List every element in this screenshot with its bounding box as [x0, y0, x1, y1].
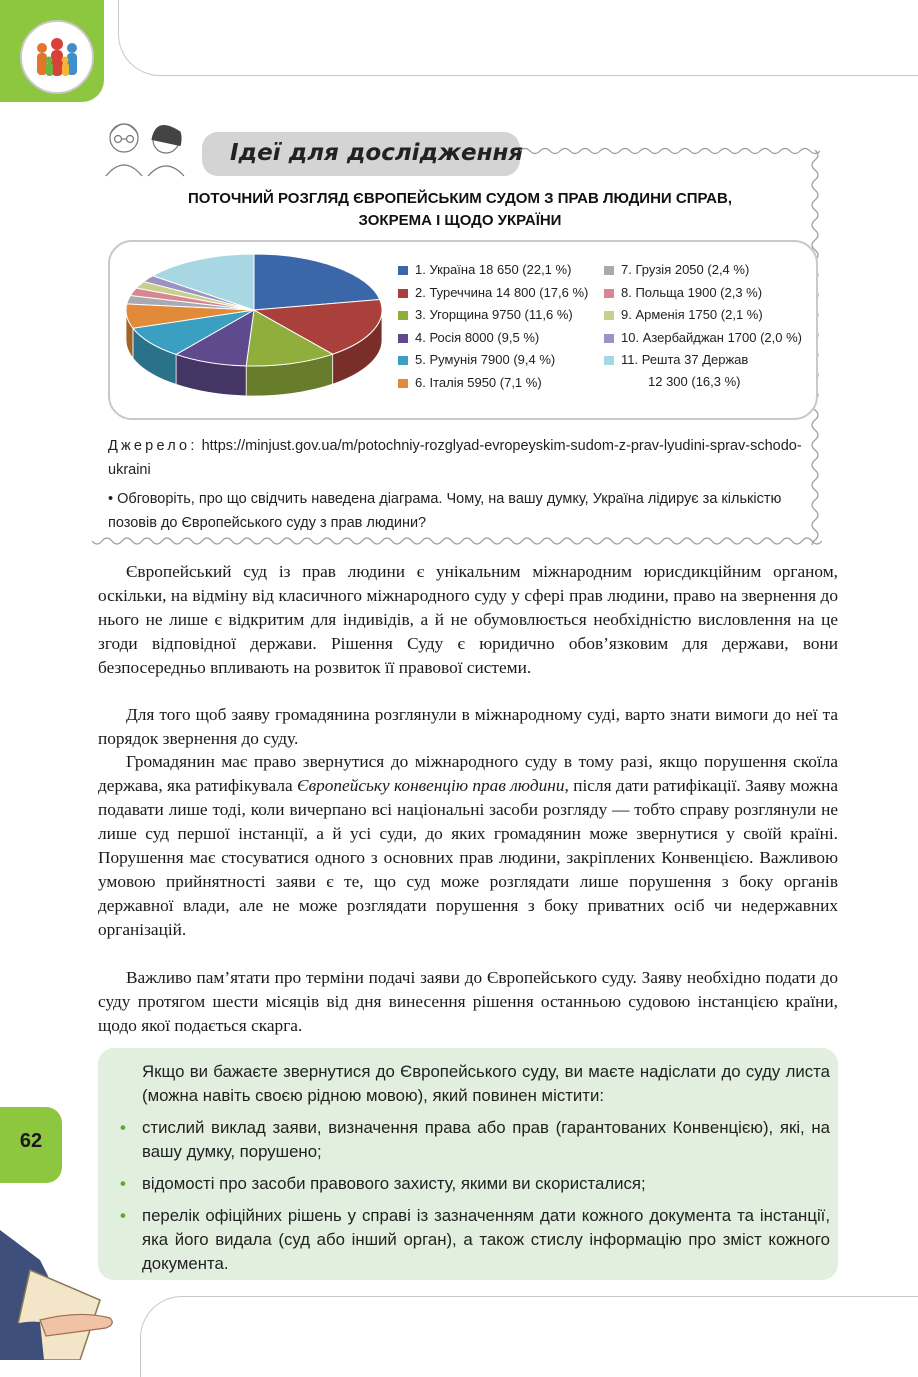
legend-swatch	[604, 289, 614, 298]
legend-swatch	[604, 266, 614, 275]
page-frame-top	[118, 0, 918, 76]
page-frame-bottom	[140, 1296, 918, 1377]
legend-swatch	[398, 334, 408, 343]
body-paragraph-2: Для того щоб заяву громадянина розглянули в міжнародному суді, варто знати вимоги до неї та порядок звернення до суду.	[98, 705, 838, 748]
legend-swatch	[398, 311, 408, 320]
section-title: Ідеї для дослідження	[230, 140, 524, 166]
legend-swatch	[398, 266, 408, 275]
wavy-border-top	[520, 146, 820, 156]
chart-title	[110, 188, 810, 232]
convention-name: Європейську конвенцію прав людини	[297, 776, 565, 795]
page-number: 62	[19, 1130, 43, 1152]
body-paragraph-4: Важливо пам’ятати про терміни подачі заяви до Європейського суду. Заяву необхідно подати до суду протягом шести місяців від дня винесення рішення останньою судовою інстанцією країни, щодо якої подається скарга.	[98, 968, 838, 1035]
source-label: Джерело:	[108, 438, 198, 454]
characters-icon	[96, 110, 196, 180]
body-paragraph-1: Європейський суд із прав людини є унікальним міжнародним юрисдикційним органом, оскільки, на відміну від класичного міжнародного суду у сфері прав людини, право на звернення до нього не лише є відкритим для індивідів, а й не обумовлюється необхідністю висловлення на це згоди відповідної держави. Рішення Суду є юридично обов’язковим для держави, вони безпосередньо впливають на розвиток її правової системи.	[98, 562, 838, 677]
bullet-icon: •	[120, 1174, 126, 1193]
chart-title-line1: ПОТОЧНИЙ РОЗГЛЯД ЄВРОПЕЙСЬКИМ СУДОМ З ПРАВ ЛЮДИНИ СПРАВ,	[187, 190, 732, 207]
legend-swatch	[398, 289, 408, 298]
legend-swatch	[398, 379, 408, 388]
note-list-item: • відомості про засоби правового захисту, якими ви скористалися;	[120, 1172, 830, 1196]
source-url[interactable]: https://minjust.gov.ua/m/potochniy-rozglyad-evropeyskim-sudom-z-prav-lyudini-sprav-schodo-ukraini	[108, 438, 802, 478]
bullet-icon: •	[120, 1206, 126, 1225]
wavy-border-bottom	[92, 535, 822, 547]
bullet-icon: •	[120, 1118, 126, 1137]
note-list	[120, 1116, 830, 1284]
legend-swatch	[398, 356, 408, 365]
discussion-question: • Обговоріть, про що свідчить наведена діаграма. Чому, на вашу думку, Україна лідирує за кількістю позовів до Європейського суду з прав людини?	[108, 491, 782, 531]
body-paragraph-3-a: Громадянин має право звернутися до міжнародного суду в тому разі, якщо порушення скоїла держава, яка ратифікувала	[98, 752, 838, 795]
body-paragraph-3-b: , після дати ратифікації. Заяву можна подавати лише тоді, коли вичерпано всі національні засоби розгляду — тобто справу розглянули не лише суд першої інстанції, а й усі суди, до яких громадянин може звернутися у своїй країні. Порушення має стосуватися одного з основних прав людини, закріплених Конвенцією. Важливою умовою прийнятності заяви є те, що суд може розглядати лише порушення з боку органів державної влади, але не може розглядати порушення з боку приватних осіб чи недержавних організацій.	[98, 776, 838, 939]
hand-with-document-icon	[0, 1210, 120, 1360]
source-citation	[108, 434, 818, 482]
legend-swatch	[604, 334, 614, 343]
chart-title-line2: ЗОКРЕМА І ЩОДО УКРАЇНИ	[358, 212, 562, 229]
note-intro: Якщо ви бажаєте звернутися до Європейського суду, ви маєте надіслати до суду листа (можна навіть своєю рідною мовою), який повинен містити:	[142, 1062, 830, 1105]
legend-swatch	[604, 356, 614, 365]
note-list-item: • стислий виклад заяви, визначення права або прав (гарантованих Конвенцією), які, на вашу думку, порушено;	[120, 1118, 830, 1161]
people-logo-icon	[20, 20, 94, 94]
legend-swatch	[604, 311, 614, 320]
body-paragraph-3	[98, 750, 838, 942]
pie-chart	[118, 248, 390, 408]
legend-item-continuation: 12 300 (16,3 %)	[648, 374, 741, 389]
note-list-item: • перелік офіційних рішень у справі із зазначенням дати кожного документа та інстанції, яка його видала (суд або інший орган), а також стислу інформацію про зміст кожного документа.	[120, 1206, 830, 1273]
